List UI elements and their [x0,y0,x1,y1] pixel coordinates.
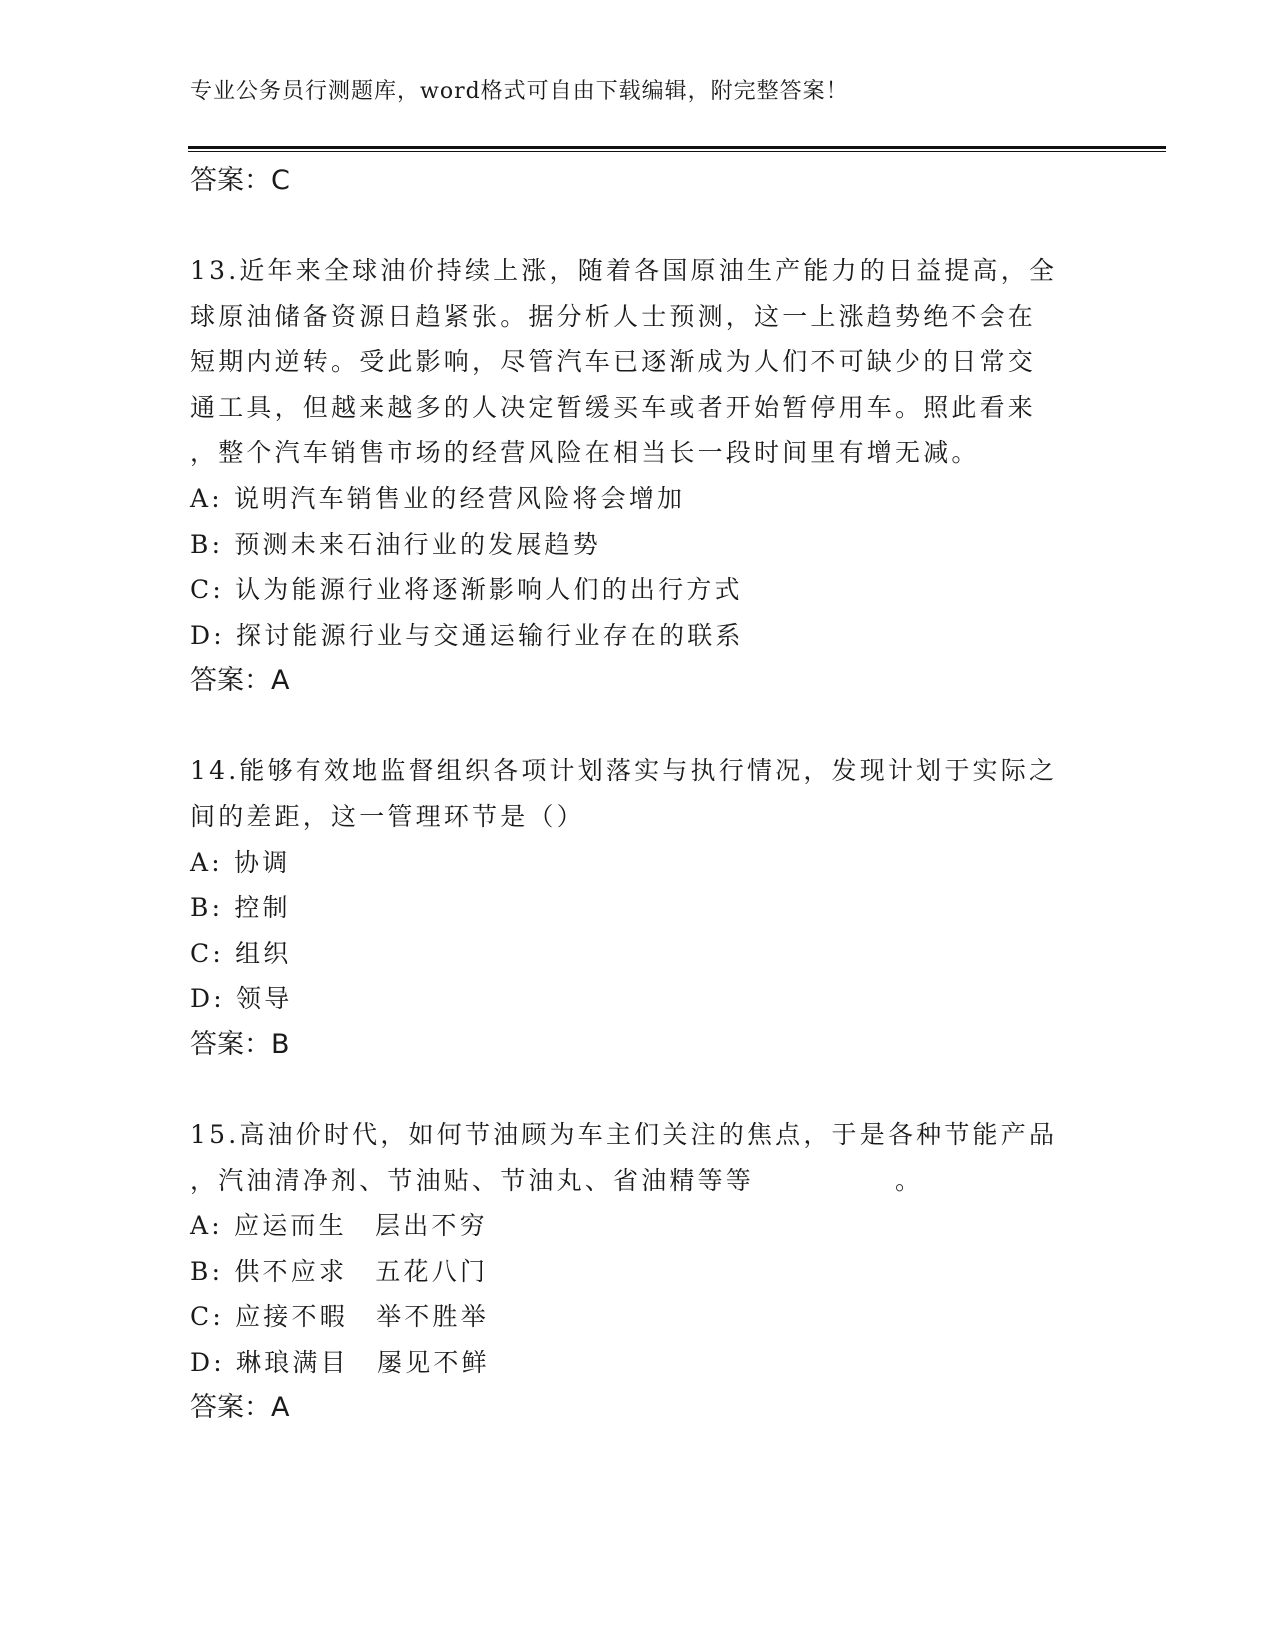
option-b: B: 供不应求 五花八门 [190,1256,489,1286]
stem-line: ，汽油清净剂、节油贴、节油丸、省油精等等 。 [190,1165,924,1195]
previous-answer: 答案：C [190,165,290,196]
answer: 答案：B [190,1028,290,1060]
document-body [190,158,1090,1431]
question-stem [190,748,1090,839]
option-d: D: 领导 [190,984,293,1014]
stem-line: 球原油储备资源日趋紧张。据分析人士预测，这一上涨趋势绝不会在 [190,301,1037,331]
header-rule-thick [188,146,1166,149]
question-stem [190,248,1090,476]
option-c: C: 应接不暇 举不胜举 [190,1302,489,1332]
option-d: D: 探讨能源行业与交通运输行业存在的联系 [190,620,744,650]
question-14 [190,748,1090,1068]
header-rule-thin [188,151,1166,152]
stem-line: 通工具，但越来越多的人决定暂缓买车或者开始暂停用车。照此看来 [190,392,1037,422]
page-header-text: 专业公务员行测题库，word格式可自由下载编辑，附完整答案！ [190,79,849,104]
option-b: B: 预测未来石油行业的发展趋势 [190,529,601,559]
option-a: A: 说明汽车销售业的经营风险将会增加 [190,483,686,513]
stem-line: 间的差距，这一管理环节是（） [190,801,585,831]
option-a: A: 应运而生 层出不穷 [190,1211,488,1241]
question-13 [190,248,1090,704]
answer: 答案：A [190,665,290,697]
stem-line: ，整个汽车销售市场的经营风险在相当长一段时间里有增无减。 [190,438,980,468]
question-stem [190,1112,1090,1203]
stem-line: 15.高油价时代，如何节油顾为车主们关注的焦点，于是各种节能产品 [190,1119,1058,1149]
stem-line: 13.近年来全球油价持续上涨，随着各国原油生产能力的日益提高，全 [190,256,1058,285]
answer: 答案：A [190,1392,290,1424]
option-b: B: 控制 [190,893,291,923]
stem-line: 14.能够有效地监督组织各项计划落实与执行情况，发现计划于实际之 [190,756,1058,786]
stem-line: 短期内逆转。受此影响，尽管汽车已逐渐成为人们不可缺少的日常交 [190,347,1037,377]
question-15 [190,1112,1090,1432]
option-d: D: 琳琅满目 屡见不鲜 [190,1347,490,1377]
option-c: C: 认为能源行业将逐渐影响人们的出行方式 [190,575,743,605]
option-a: A: 协调 [190,847,291,877]
option-c: C: 组织 [190,938,292,968]
